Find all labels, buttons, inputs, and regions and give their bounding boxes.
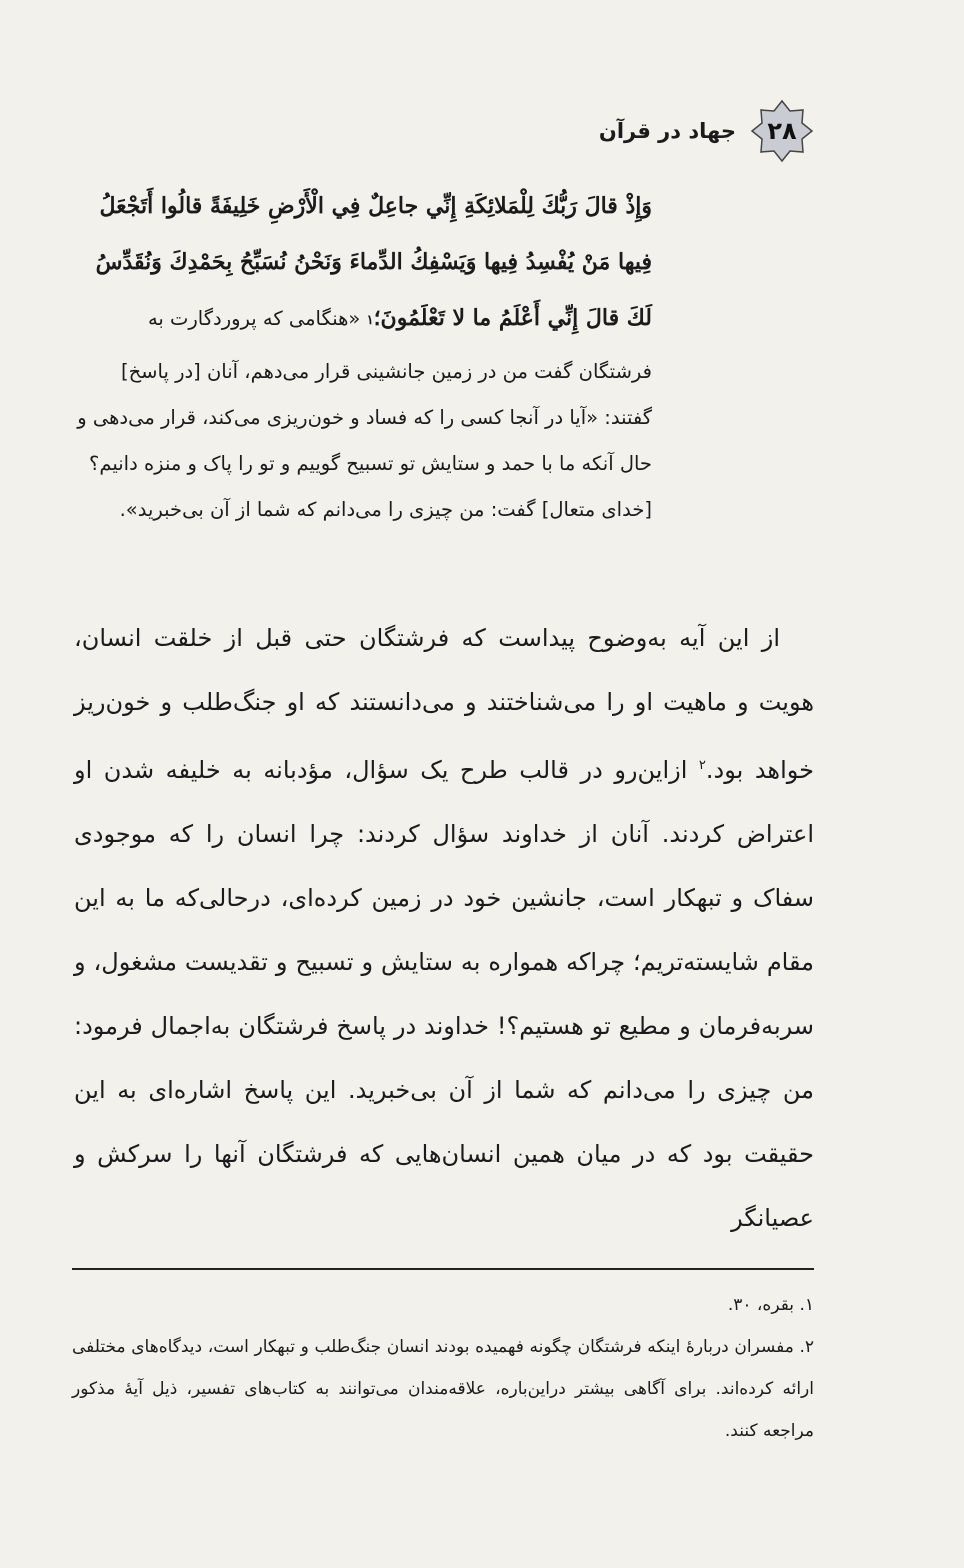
quran-verse: وَإِذْ قالَ رَبُّكَ لِلْمَلائِكَةِ إِنِّي جاعِلٌ فِي الْأَرْضِ خَلِيفَةً قالُوا أَتَجْعَلُ فِيها مَنْ يُفْسِدُ فِيها وَيَسْفِكُ الدِّماءَ وَنَحْنُ نُسَبِّحُ بِحَمْدِكَ وَنُقَدِّسُ لَكَ قالَ إِنِّي أَعْلَمُ ما لا تَعْلَمُونَ؛: [95, 193, 652, 331]
running-title: جهاد در قرآن: [598, 119, 736, 143]
body-paragraph: [74, 606, 814, 1250]
footnotes: [72, 1284, 814, 1452]
page-header: [599, 96, 814, 166]
verse-translation: «هنگامی که پروردگارت به فرشتگان گفت من در زمین جانشینی قرار می‌دهم، آنان [در پاسخ] گفتند: «آیا در آنجا کسی را که فساد و خون‌ریزی می‌کند، قرار می‌دهی و حال آنکه ما با حمد و ستایش تو تسبیح گوییم و تو را پاک و منزه دانیم؟ [خدای متعال] گفت: من چیزی را می‌دانم که شما از آن بی‌خبرید».: [77, 307, 652, 521]
body-text-part-2: ازاین‌رو در قالب طرح یک سؤال، مؤدبانه به خلیفه شدن او اعتراض کردند. آنان از خداوند سؤال کردند: چرا انسان را که موجودی سفاک و تبهکار است، جانشین خود در زمین کرده‌ای، درحالی‌که ما به این مقام شایسته‌تریم؛ چراکه همواره به ستایش و تسبیح و تقدیست مشغول، و سربه‌فرمان و مطیع تو هستیم؟! خداوند در پاسخ فرشتگان به‌اجمال فرمود: من چیزی را می‌دانم که شما از آن بی‌خبرید. این پاسخ اشاره‌ای به این حقیقت بود که در میان همین انسان‌هایی که فرشتگان آنها را سرکش و عصیانگر: [74, 756, 814, 1232]
footnote-2: ۲. مفسران دربارهٔ اینکه فرشتگان چگونه فهمیده بودند انسان جنگ‌طلب و تبهکار است، دیدگاه‌های مختلفی ارائه کرده‌اند. برای آگاهی بیشتر دراین‌باره، علاقه‌مندان می‌توانند به کتاب‌های تفسیر، ذیل آیهٔ مذکور مراجعه کنند.: [72, 1337, 814, 1441]
page-number: ۲۸: [767, 117, 797, 145]
footnote-divider: [72, 1268, 814, 1270]
quran-quote-block: [72, 178, 652, 533]
footnote-1: ۱. بقره، ۳۰.: [727, 1295, 814, 1315]
footnote-ref-1: ۱: [366, 313, 374, 328]
footnote-ref-2: ۲: [698, 758, 706, 773]
page-number-badge: [750, 99, 814, 163]
body-text-part-1: از این آیه به‌وضوح پیداست که فرشتگان حتی قبل از خلقت انسان، هویت و ماهیت او را می‌شناختند و می‌دانستند که او جنگ‌طلب و خون‌ریز خواهد بود.: [74, 624, 814, 784]
